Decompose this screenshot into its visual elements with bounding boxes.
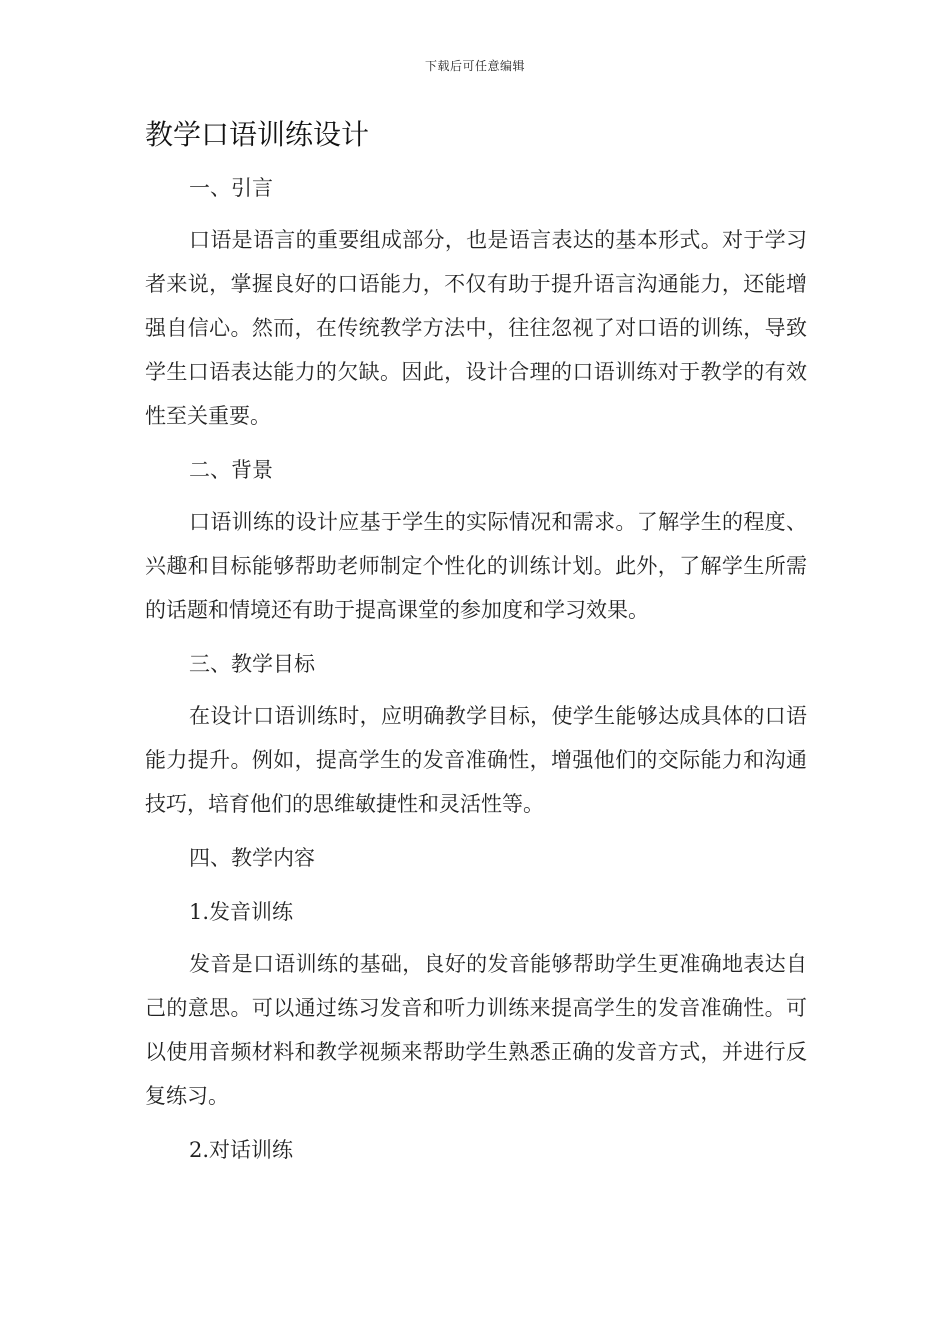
subsection-heading-pronunciation: 1.发音训练 bbox=[189, 900, 294, 924]
section-heading-content: 四、教学内容 bbox=[189, 846, 315, 870]
subsection-heading-dialogue: 2.对话训练 bbox=[189, 1138, 294, 1162]
section-paragraph-goals: 在设计口语训练时，应明确教学目标，使学生能够达成具体的口语能力提升。例如，提高学生的发音准确性，增强他们的交际能力和沟通技巧，培育他们的思维敏捷性和灵活性等。 bbox=[145, 704, 807, 816]
document-title: 教学口语训练设计 bbox=[145, 118, 370, 151]
section-paragraph-background: 口语训练的设计应基于学生的实际情况和需求。了解学生的程度、兴趣和目标能够帮助老师制定个性化的训练计划。此外，了解学生所需的话题和情境还有助于提高课堂的参加度和学习效果。 bbox=[145, 510, 807, 622]
subsection-paragraph-pronunciation: 发音是口语训练的基础，良好的发音能够帮助学生更准确地表达自己的意思。可以通过练习发音和听力训练来提高学生的发音准确性。可以使用音频材料和教学视频来帮助学生熟悉正确的发音方式，并进行反复练习。 bbox=[145, 952, 807, 1108]
section-paragraph-intro: 口语是语言的重要组成部分，也是语言表达的基本形式。对于学习者来说，掌握良好的口语能力，不仅有助于提升语言沟通能力，还能增强自信心。然而，在传统教学方法中，往往忽视了对口语的训练，导致学生口语表达能力的欠缺。因此，设计合理的口语训练对于教学的有效性至关重要。 bbox=[145, 228, 807, 428]
section-heading-background: 二、背景 bbox=[189, 458, 273, 482]
document-body bbox=[145, 112, 807, 1172]
section-heading-goals: 三、教学目标 bbox=[189, 652, 315, 676]
header-note: 下载后可任意编辑 bbox=[424, 59, 525, 73]
section-heading-intro: 一、引言 bbox=[189, 176, 273, 200]
